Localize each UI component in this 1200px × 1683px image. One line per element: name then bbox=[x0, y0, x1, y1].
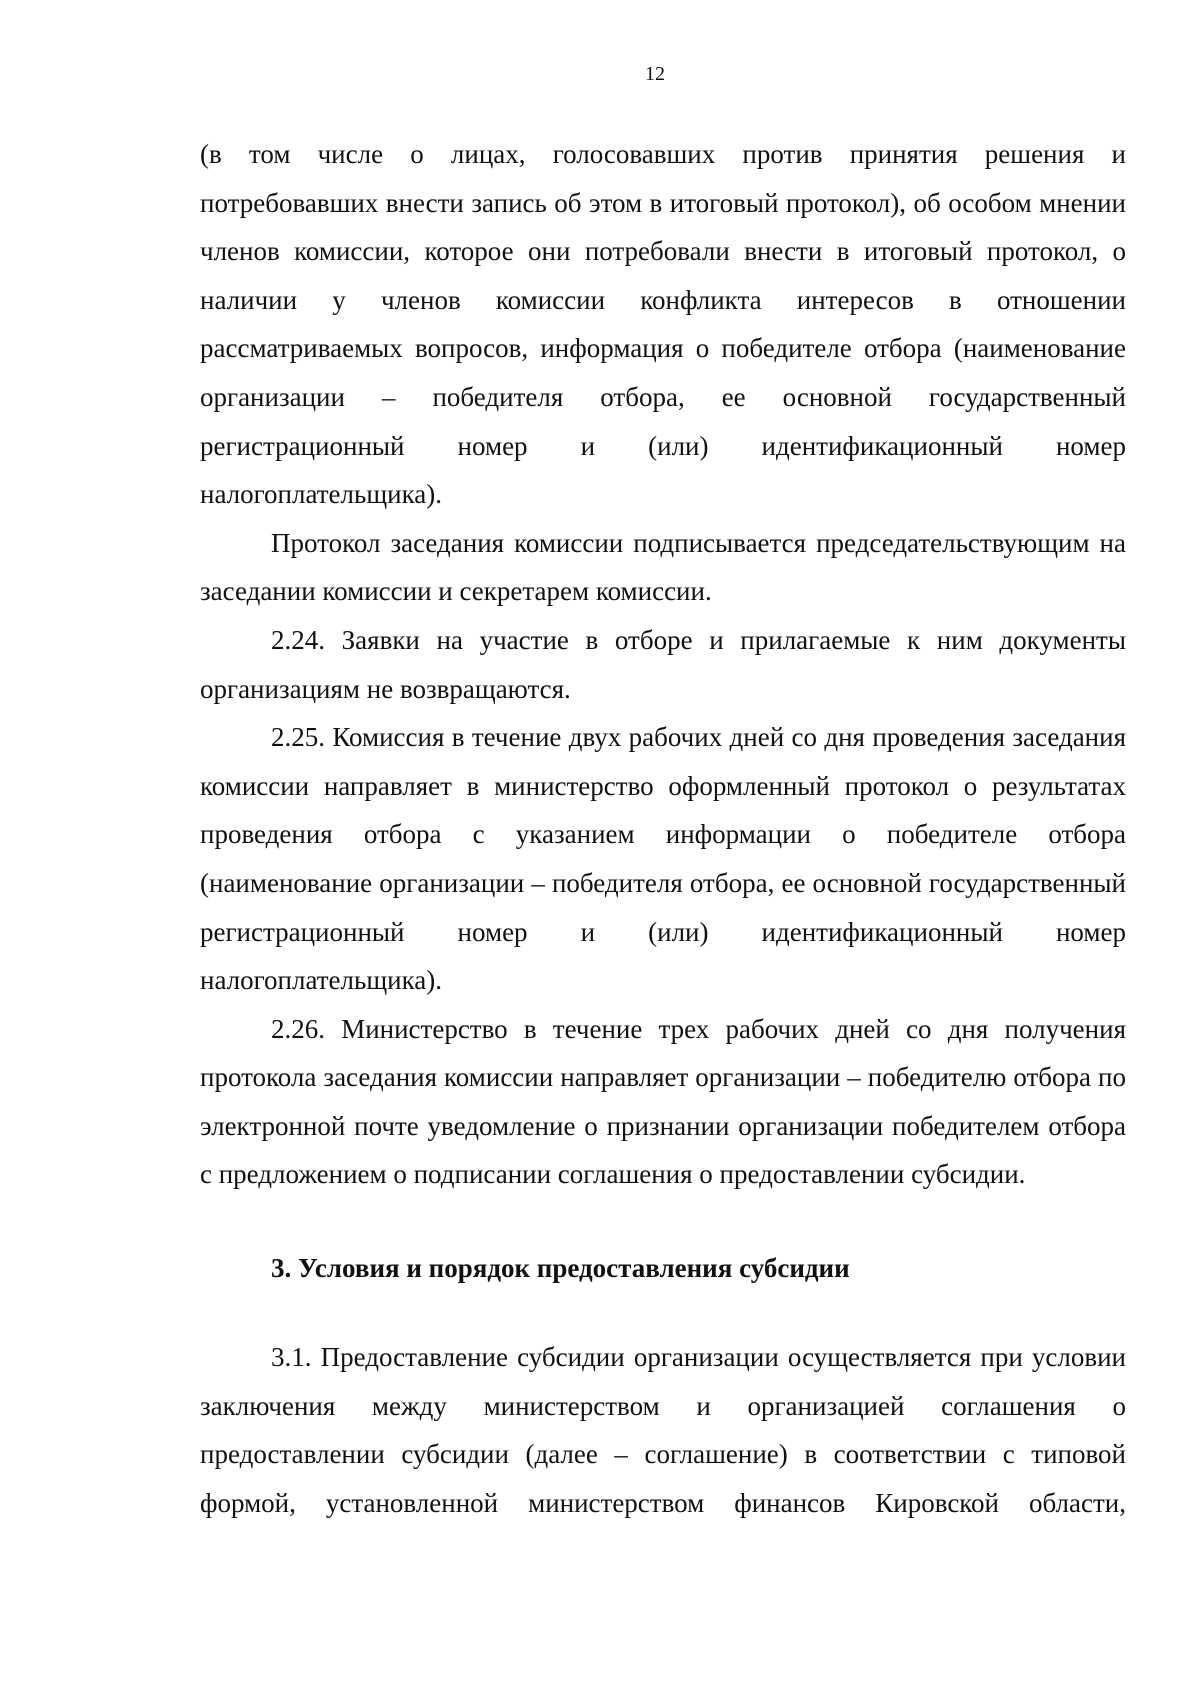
paragraph-2-25: 2.25. Комиссия в течение двух рабочих дней со дня проведения заседания комиссии направляет в министерство оформленный протокол о результатах проведения отбора с указанием информации о победителе отбора (наименование организации – победителя отбора, ее основной государственный регистрационный номер и (или) идентификационный номер налогоплательщика). bbox=[200, 722, 1126, 996]
paragraph-2-26: 2.26. Министерство в течение трех рабочих дней со дня получения протокола заседания комиссии направляет организации – победителю отбора по электронной почте уведомление о признании организации победителем отбора с предложением о подписании соглашения о предоставлении субсидии. bbox=[200, 1013, 1126, 1190]
paragraph-3-1: 3.1. Предоставление субсидии организации осуществляется при условии заключения между министерством и организацией соглашения о предоставлении субсидии (далее – соглашение) в соответствии с типовой формой, установленной министерством финансов Кировской области, bbox=[200, 1342, 1126, 1518]
paragraph-continuation: (в том числе о лицах, голосовавших против принятия решения и потребовавших внести запись об этом в итоговый протокол), об особом мнении членов комиссии, которое они потребовали внести в итоговый протокол, о наличии у членов комиссии конфликта интересов в отношении рассматриваемых вопросов, информация о победителе отбора (наименование организации – победителя отбора, ее основной государственный регистрационный номер и (или) идентификационный номер налогоплательщика). bbox=[200, 139, 1126, 510]
paragraph-2-24: 2.24. Заявки на участие в отборе и прилагаемые к ним документы организациям не возвращаются. bbox=[200, 624, 1126, 704]
section-heading: 3. Условия и порядок предоставления субсидии bbox=[271, 1253, 850, 1284]
page-number: 12 bbox=[645, 63, 665, 85]
document-body bbox=[200, 130, 1126, 1527]
paragraph-protocol-signing: Протокол заседания комиссии подписывается председательствующим на заседании комиссии и секретарем комиссии. bbox=[200, 527, 1126, 607]
